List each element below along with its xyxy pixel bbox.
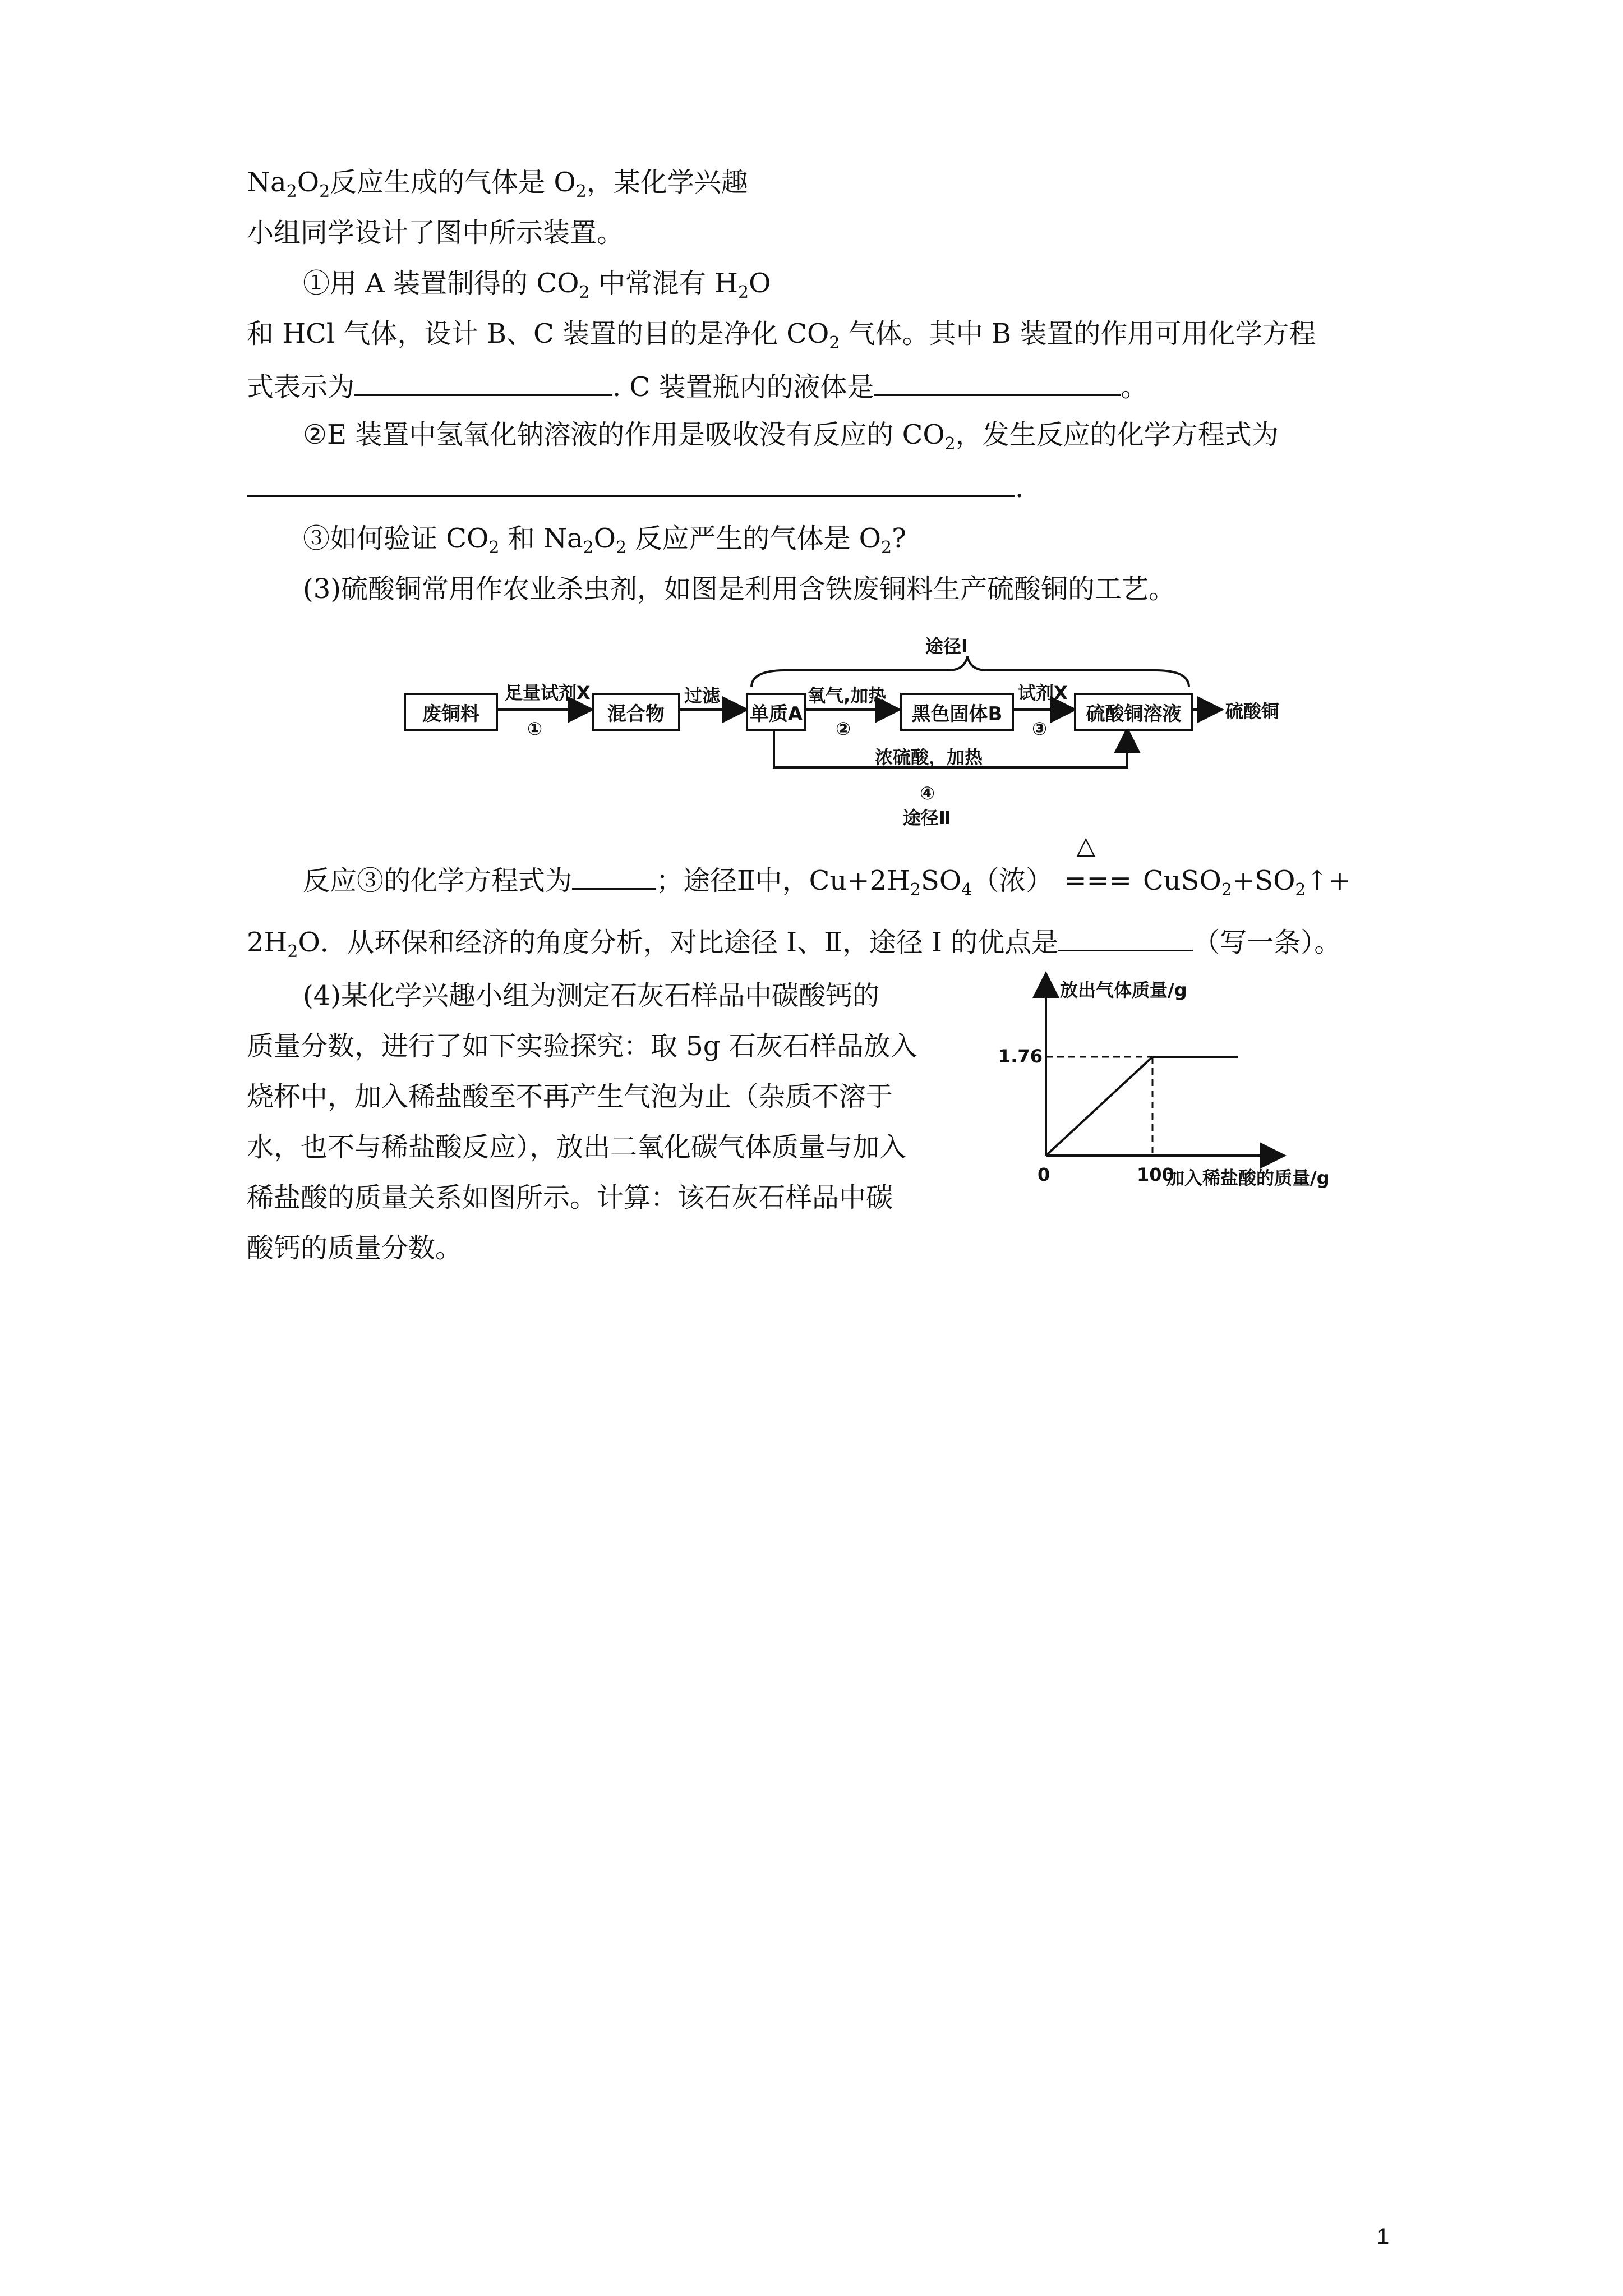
flow-label-conc-acid-heat: 浓硫酸，加热: [875, 747, 983, 768]
chart-x-tick-label: 100: [1137, 1164, 1174, 1185]
answer-blank-e-equation[interactable]: [247, 468, 1015, 497]
chart-x-label: 加入稀盐酸的质量/g: [1166, 1167, 1330, 1189]
text-line-2: 小组同学设计了图中所示装置。: [247, 217, 624, 249]
flow-box-black-solid-b: 黑色固体B: [900, 693, 1014, 731]
flow-label-step-2: ②: [836, 718, 851, 739]
answer-blank-reaction-3[interactable]: [572, 861, 656, 890]
text-line-14: 烧杯中，加入稀盐酸至不再产生气泡为止（杂质不溶于: [247, 1081, 893, 1112]
answer-blank-c-liquid[interactable]: [874, 367, 1121, 396]
chart-y-tick-label: 1.76: [998, 1046, 1043, 1067]
text-line-1: $Na_2O_2$反应生成的气体是 $O_2$，某化学兴趣: [247, 167, 748, 201]
text-line-17: 酸钙的质量分数。: [247, 1232, 463, 1264]
answer-blank-advantage[interactable]: [1058, 923, 1193, 951]
text-line-9: (3)硫酸铜常用作农业杀虫剂，如图是利用含铁废铜料生产硫酸铜的工艺。: [303, 573, 1175, 605]
chart-origin-label: 0: [1038, 1164, 1050, 1185]
text-line-10: 反应③的化学方程式为 ；途径Ⅱ中，$Cu+2H_2SO_4$（浓） △ === $CuSO_2+SO_2↑+$: [303, 861, 1351, 901]
heating-delta-symbol: △: [1076, 831, 1096, 860]
process-flow-diagram: [393, 625, 1290, 833]
text-line-12: (4)某化学兴趣小组为测定石灰石样品中碳酸钙的: [303, 980, 879, 1011]
text-line-16: 稀盐酸的质量关系如图所示。计算：该石灰石样品中碳: [247, 1182, 893, 1213]
text-line-6: ②E 装置中氢氧化钠溶液的作用是吸收没有反应的 $CO_2$，发生反应的化学方程式为: [303, 419, 1279, 454]
text-line-3: ①用 A 装置制得的 $CO_2$ 中常混有 $H_2O$: [303, 268, 771, 302]
text-line-15: 水，也不与稀盐酸反应），放出二氧化碳气体质量与加入: [247, 1131, 907, 1163]
flow-box-copper-sulfate-solution: 硫酸铜溶液: [1074, 693, 1193, 731]
text-line-7: .: [247, 468, 1023, 505]
flow-label-route-2: 途径Ⅱ: [903, 807, 951, 829]
series-line: [1046, 1057, 1238, 1156]
flow-label-step-1: ①: [527, 718, 543, 739]
gas-mass-chart: [998, 970, 1391, 1206]
chart-y-label: 放出气体质量/g: [1060, 979, 1187, 1001]
flow-product-label: 硫酸铜: [1225, 701, 1280, 722]
page-number: 1: [1377, 2224, 1390, 2249]
flow-label-route-1: 途径Ⅰ: [925, 636, 968, 657]
text-line-11: $2H_2O$．从环保和经济的角度分析，对比途径 I、Ⅱ，途径 I 的优点是 （写一条）。: [247, 923, 1341, 963]
flow-label-reagent-x-1: 足量试剂X: [505, 682, 591, 703]
text-line-8: ③如何验证 $CO_2$ 和 $Na_2O_2$ 反应严生的气体是 $O_2$?: [303, 523, 906, 558]
flow-label-filter: 过滤: [684, 685, 721, 706]
flow-label-step-4: ④: [920, 783, 935, 804]
flow-box-element-a: 单质A: [746, 693, 806, 731]
flow-label-oxygen-heat: 氧气,加热: [808, 685, 887, 706]
text-line-13: 质量分数，进行了如下实验探究：取 5g 石灰石样品放入: [247, 1030, 917, 1062]
text-line-4: 和 HCl 气体，设计 B、C 装置的目的是净化 $CO_2$ 气体。其中 B 装置的作用可用化学方程: [247, 318, 1316, 353]
flow-label-reagent-x-2: 试剂X: [1018, 682, 1068, 703]
flow-box-mixture: 混合物: [592, 693, 680, 731]
flow-box-scrap-copper: 废铜料: [404, 693, 498, 731]
flow-label-step-3: ③: [1032, 718, 1048, 739]
answer-blank-b-equation[interactable]: [354, 367, 612, 396]
text-line-5: 式表示为 . C 装置瓶内的液体是 。: [247, 367, 1148, 404]
